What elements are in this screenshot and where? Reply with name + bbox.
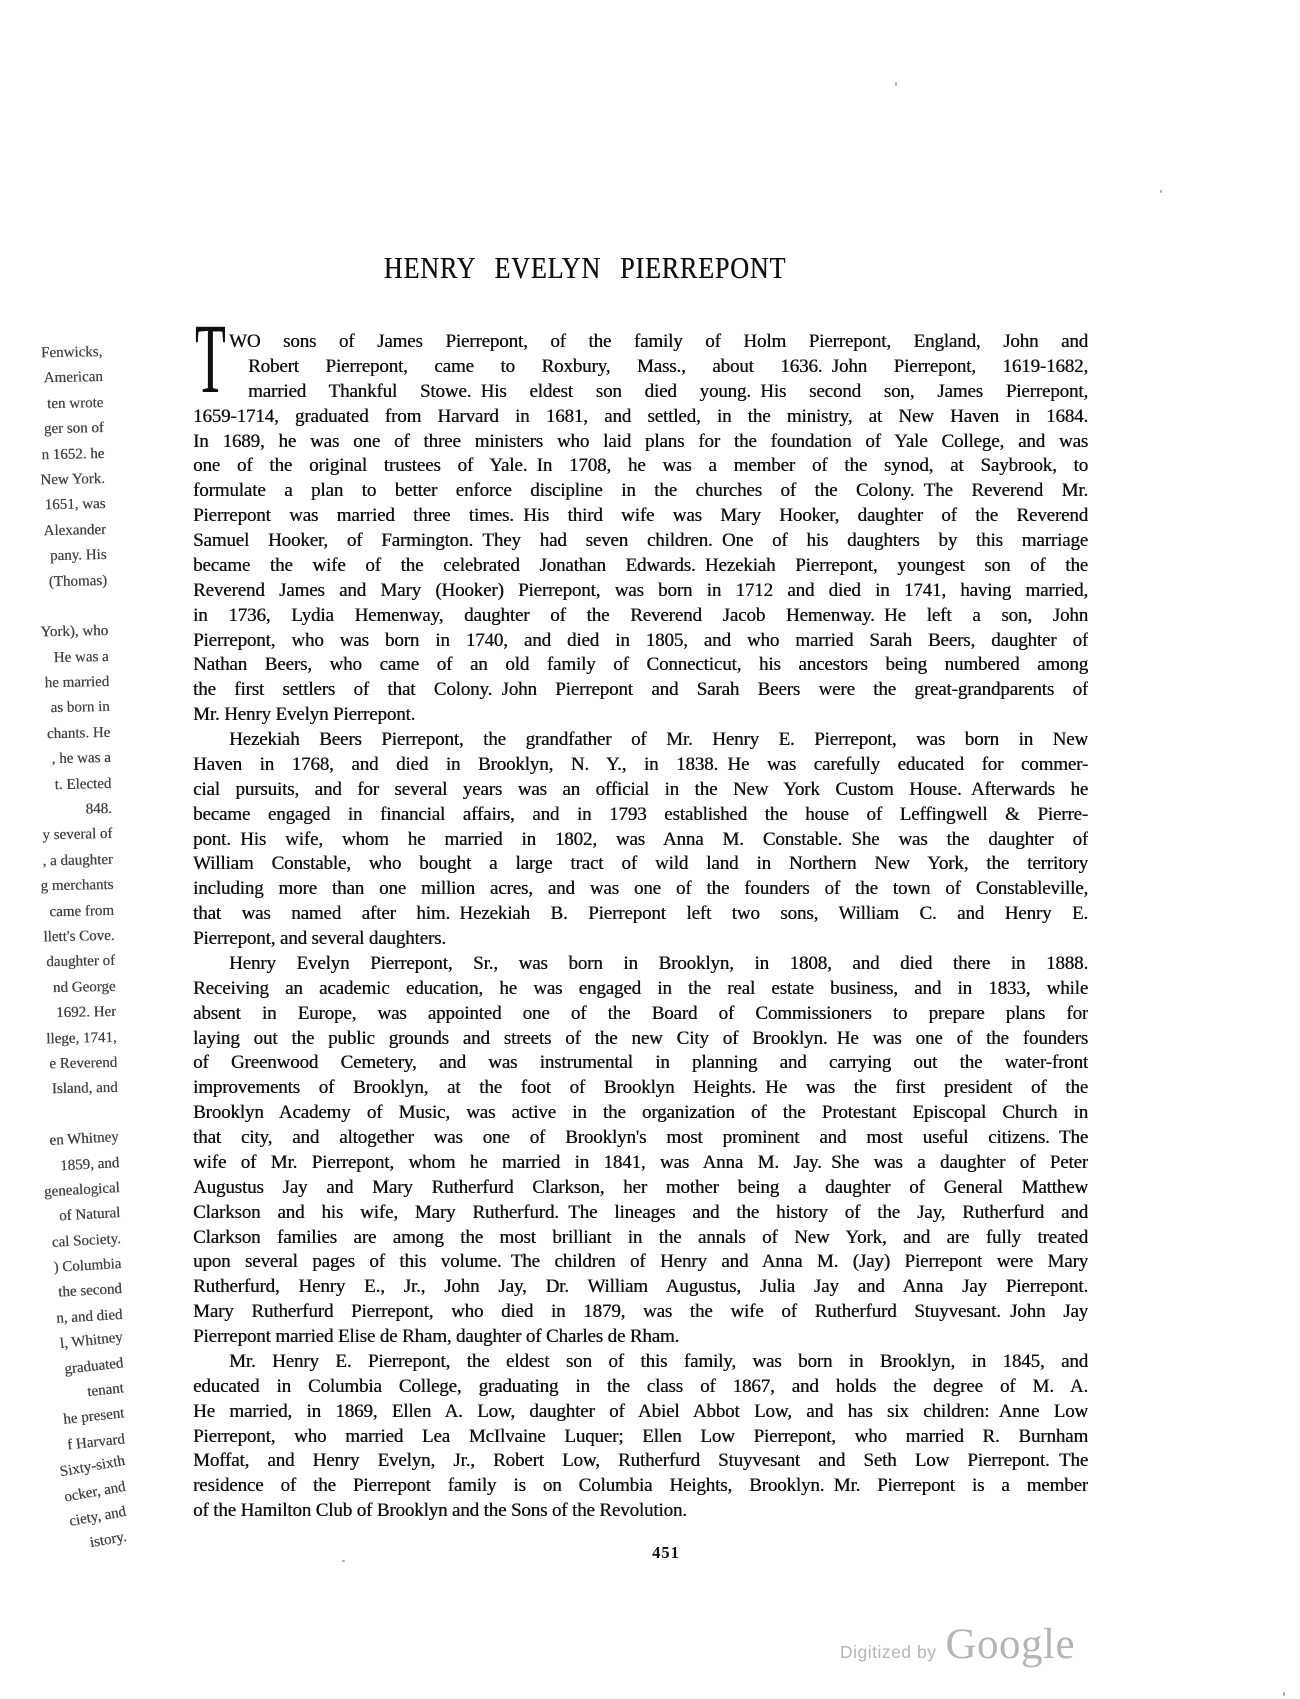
bleed-through-text-line: Island, and bbox=[51, 1080, 118, 1098]
text-line: Rutherfurd, Henry E., Jr., John Jay, Dr. William Augustus, Julia Jay and Anna Jay Pierrepont. bbox=[193, 1276, 1088, 1298]
text-line: Brooklyn Academy of Music, was active in the organization of the Protestant Episcopal Church in bbox=[193, 1102, 1088, 1124]
text-line: Moffat, and Henry Evelyn, Jr., Robert Low, Rutherfurd Stuyvesant and Seth Low Pierrepont. The bbox=[193, 1450, 1088, 1472]
bleed-through-column bbox=[0, 340, 128, 1561]
text-line: Hezekiah Beers Pierrepont, the grandfather of Mr. Henry E. Pierrepont, was born in New bbox=[229, 729, 1088, 750]
bleed-through-text-line: , a daughter bbox=[42, 851, 114, 870]
paragraph-4 bbox=[193, 1350, 1088, 1524]
bleed-through-text-line: t. Elected bbox=[54, 775, 112, 793]
bleed-through-text-line: f Harvard bbox=[66, 1431, 126, 1454]
paragraph-3-lines bbox=[193, 952, 1088, 1350]
bleed-through-text-line: he married bbox=[44, 674, 110, 692]
text-line: upon several pages of this volume. The children of Henry and Anna M. (Jay) Pierrepont were Mary bbox=[193, 1251, 1088, 1273]
text-line: that was named after him. Hezekiah B. Pierrepont left two sons, William C. and Henry E. bbox=[193, 903, 1088, 925]
text-line: Receiving an academic education, he was engaged in the real estate business, and in 1833, while bbox=[193, 977, 1088, 999]
drop-cap-letter: T bbox=[195, 303, 226, 414]
bleed-through-text-line: ger son of bbox=[43, 420, 105, 438]
text-line: In 1689, he was one of three ministers who laid plans for the foundation of Yale College, and was bbox=[193, 430, 1088, 452]
text-line: Pierrepont married Elise de Rham, daughter of Charles de Rham. bbox=[193, 1326, 680, 1347]
text-line: Clarkson and his wife, Mary Rutherfurd. The lineages and the history of the Jay, Rutherfurd and bbox=[193, 1201, 1088, 1223]
text-line: married Thankful Stowe. His eldest son died young. His second son, James Pierrepont, bbox=[248, 380, 1088, 402]
paragraph-2 bbox=[193, 728, 1088, 952]
bleed-through-text-line: came from bbox=[49, 902, 115, 920]
text-line: residence of the Pierrepont family is on Columbia Heights, Brooklyn. Mr. Pierrepont is a member bbox=[193, 1475, 1088, 1497]
bleed-through-text-line: nd George bbox=[52, 978, 116, 996]
text-line: Mary Rutherfurd Pierrepont, who died in 1879, was the wife of Rutherfurd Stuyvesant. John Jay bbox=[193, 1301, 1088, 1323]
bleed-through-text-line: (Thomas) bbox=[48, 572, 108, 590]
article-body bbox=[193, 303, 1088, 1524]
bleed-through-text-line: cal Society. bbox=[51, 1230, 122, 1251]
text-line: William Constable, who bought a large tract of wild land in Northern New York, the territory bbox=[193, 853, 1088, 875]
bleed-through-text-line: New York. bbox=[40, 470, 106, 489]
text-line: Mr. Henry E. Pierrepont, the eldest son of this family, was born in Brooklyn, in 1845, and bbox=[229, 1350, 1088, 1372]
text-line: that city, and altogether was one of Brooklyn's most prominent and most useful citizens. The bbox=[193, 1127, 1088, 1148]
scan-speck bbox=[1160, 190, 1162, 193]
text-line: Henry Evelyn Pierrepont, Sr., was born in Brooklyn, in 1808, and died there in 1888. bbox=[229, 952, 1088, 974]
text-line: Augustus Jay and Mary Rutherfurd Clarkson, her mother being a daughter of General Matthew bbox=[193, 1176, 1088, 1198]
bleed-through-text-line: pany. His bbox=[49, 547, 107, 565]
bleed-through-text-line: 1859, and bbox=[59, 1154, 120, 1174]
text-line: Pierrepont, who married Lea McIlvaine Luquer; Ellen Low Pierrepont, who married R. Burnham bbox=[193, 1425, 1088, 1447]
bleed-through-text-line: n 1652. he bbox=[41, 445, 105, 463]
bleed-through-text-line: the second bbox=[57, 1281, 123, 1302]
bleed-through-text-line: 848. bbox=[85, 800, 112, 818]
bleed-through-text-line: e Reverend bbox=[49, 1054, 118, 1073]
bleed-through-text-line: American bbox=[43, 369, 103, 387]
text-line: laying out the public grounds and streets of the new City of Brooklyn. He was one of the founders bbox=[193, 1027, 1088, 1049]
bleed-through-text-line: York), who bbox=[40, 623, 109, 641]
text-line: Nathan Beers, who came of an old family of Connecticut, his ancestors being numbered among bbox=[193, 654, 1088, 676]
paragraph-1 bbox=[193, 303, 1088, 728]
text-line: the first settlers of that Colony. John Pierrepont and Sarah Beers were the great-grandparents of bbox=[193, 679, 1088, 701]
text-line: of Greenwood Cemetery, and was instrumental in planning and carrying out the water-front bbox=[193, 1052, 1088, 1074]
text-line: Samuel Hooker, of Farmington. They had seven children. One of his daughters by this marriage bbox=[193, 530, 1088, 551]
text-line: Mr. Henry Evelyn Pierrepont. bbox=[193, 704, 416, 726]
bleed-through-text-line: , he was a bbox=[51, 750, 111, 768]
bleed-through-text-line: as born in bbox=[50, 699, 110, 717]
scan-speck bbox=[1283, 1692, 1285, 1696]
paragraph-3 bbox=[193, 952, 1088, 1350]
text-line: improvements of Brooklyn, at the foot of Brooklyn Heights. He was the first president of the bbox=[193, 1077, 1088, 1099]
bleed-through-text-line: l, Whitney bbox=[59, 1329, 124, 1353]
text-line: Pierrepont, who was born in 1740, and died in 1805, and who married Sarah Beers, daughter of bbox=[193, 629, 1088, 651]
bleed-through-text-line: ciety, and bbox=[67, 1503, 128, 1530]
page-title: HENRY EVELYN PIERREPONT bbox=[383, 250, 787, 285]
bleed-through-text-line: istory. bbox=[88, 1529, 128, 1552]
text-line: of the Hamilton Club of Brooklyn and the Sons of the Revolution. bbox=[193, 1500, 687, 1522]
bleed-through-text-line: llege, 1741, bbox=[46, 1029, 117, 1047]
text-line: absent in Europe, was appointed one of the Board of Commissioners to prepare plans for bbox=[193, 1002, 1088, 1024]
text-line: pont. His wife, whom he married in 1802, was Anna M. Constable. She was the daughter of bbox=[193, 828, 1088, 850]
text-line: including more than one million acres, and was one of the founders of the town of Constableville, bbox=[193, 878, 1088, 900]
bleed-through-text-line: en Whitney bbox=[49, 1129, 120, 1150]
bleed-through-text-line: llett's Cove. bbox=[43, 927, 115, 946]
text-line: formulate a plan to better enforce discipline in the churches of the Colony. The Reverend Mr. bbox=[193, 480, 1088, 502]
bleed-through-text-line: Alexander bbox=[43, 521, 107, 539]
text-line: He married, in 1869, Ellen A. Low, daughter of Abiel Abbot Low, and has six children: Anne Low bbox=[193, 1400, 1088, 1422]
bleed-through-text-line: he present bbox=[62, 1405, 126, 1429]
watermark-text: Digitized by bbox=[840, 1642, 937, 1662]
bleed-through-text-line: graduated bbox=[63, 1355, 125, 1378]
bleed-through-text-line: 1651, was bbox=[44, 496, 106, 514]
text-line: one of the original trustees of Yale. In 1708, he was a member of the synod, at Saybrook, to bbox=[193, 455, 1088, 477]
text-line: Haven in 1768, and died in Brooklyn, N. Y., in 1838. He was carefully educated for commer- bbox=[193, 753, 1088, 775]
text-line: Reverend James and Mary (Hooker) Pierrepont, was born in 1712 and died in 1741, having married, bbox=[193, 579, 1088, 601]
bleed-through-text-line: daughter of bbox=[46, 953, 116, 971]
bleed-through-text-line: 1692. Her bbox=[55, 1004, 117, 1022]
bleed-through-text-line: of Natural bbox=[58, 1205, 121, 1225]
text-line: 1659-1714, graduated from Harvard in 1681, and settled, in the ministry, at New Haven in 1684. bbox=[193, 405, 1088, 427]
scan-speck bbox=[895, 82, 897, 86]
bleed-through-text-line: Fenwicks, bbox=[40, 343, 103, 362]
text-line: became the wife of the celebrated Jonathan Edwards. Hezekiah Pierrepont, youngest son of the bbox=[193, 554, 1088, 576]
page-number: 451 bbox=[652, 1543, 680, 1562]
text-line: educated in Columbia College, graduating in the class of 1867, and holds the degree of M. A. bbox=[193, 1375, 1088, 1397]
text-line: Pierrepont, and several daughters. bbox=[193, 928, 446, 949]
text-line: in 1736, Lydia Hemenway, daughter of the Reverend Jacob Hemenway. He left a son, John bbox=[193, 604, 1088, 626]
paragraph-4-lines bbox=[193, 1350, 1088, 1524]
bleed-through-text-line: tenant bbox=[86, 1380, 125, 1401]
bleed-through-text-line: g merchants bbox=[40, 877, 114, 895]
text-line: cial pursuits, and for several years was an official in the New York Custom House. Afterwards he bbox=[193, 778, 1088, 800]
bleed-through-text-line: He was a bbox=[53, 648, 109, 666]
text-line: Robert Pierrepont, came to Roxbury, Mass., about 1636. John Pierrepont, 1619-1682, bbox=[248, 355, 1088, 377]
google-watermark bbox=[840, 1620, 1075, 1669]
bleed-through-text-line: chants. He bbox=[46, 724, 111, 743]
text-line: WO sons of James Pierrepont, of the family of Holm Pierrepont, England, John and bbox=[229, 331, 1088, 352]
text-line: Clarkson families are among the most brilliant in the annals of New York, and are fully treated bbox=[193, 1226, 1088, 1248]
bleed-through-text-line: ocker, and bbox=[62, 1478, 127, 1506]
paragraph-1-lines bbox=[193, 330, 1088, 728]
text-line: wife of Mr. Pierrepont, whom he married in 1841, was Anna M. Jay. She was a daughter of Peter bbox=[193, 1151, 1088, 1173]
paragraph-2-lines bbox=[193, 728, 1088, 952]
scan-speck bbox=[342, 1560, 345, 1562]
bleed-through-text-line: ten wrote bbox=[46, 394, 104, 412]
text-line: Pierrepont was married three times. His third wife was Mary Hooker, daughter of the Reverend bbox=[193, 505, 1088, 527]
bleed-through-text-line: ) Columbia bbox=[53, 1256, 122, 1276]
bleed-through-text-line: n, and died bbox=[55, 1306, 123, 1327]
bleed-through-text-line: genealogical bbox=[43, 1179, 121, 1201]
google-logo: Google bbox=[945, 1621, 1076, 1668]
text-line: became engaged in financial affairs, and in 1793 established the house of Leffingwell & Pierre- bbox=[193, 803, 1088, 825]
bleed-through-text-line: y several of bbox=[42, 826, 113, 844]
bleed-through-text-line: Sixty-sixth bbox=[58, 1453, 127, 1481]
